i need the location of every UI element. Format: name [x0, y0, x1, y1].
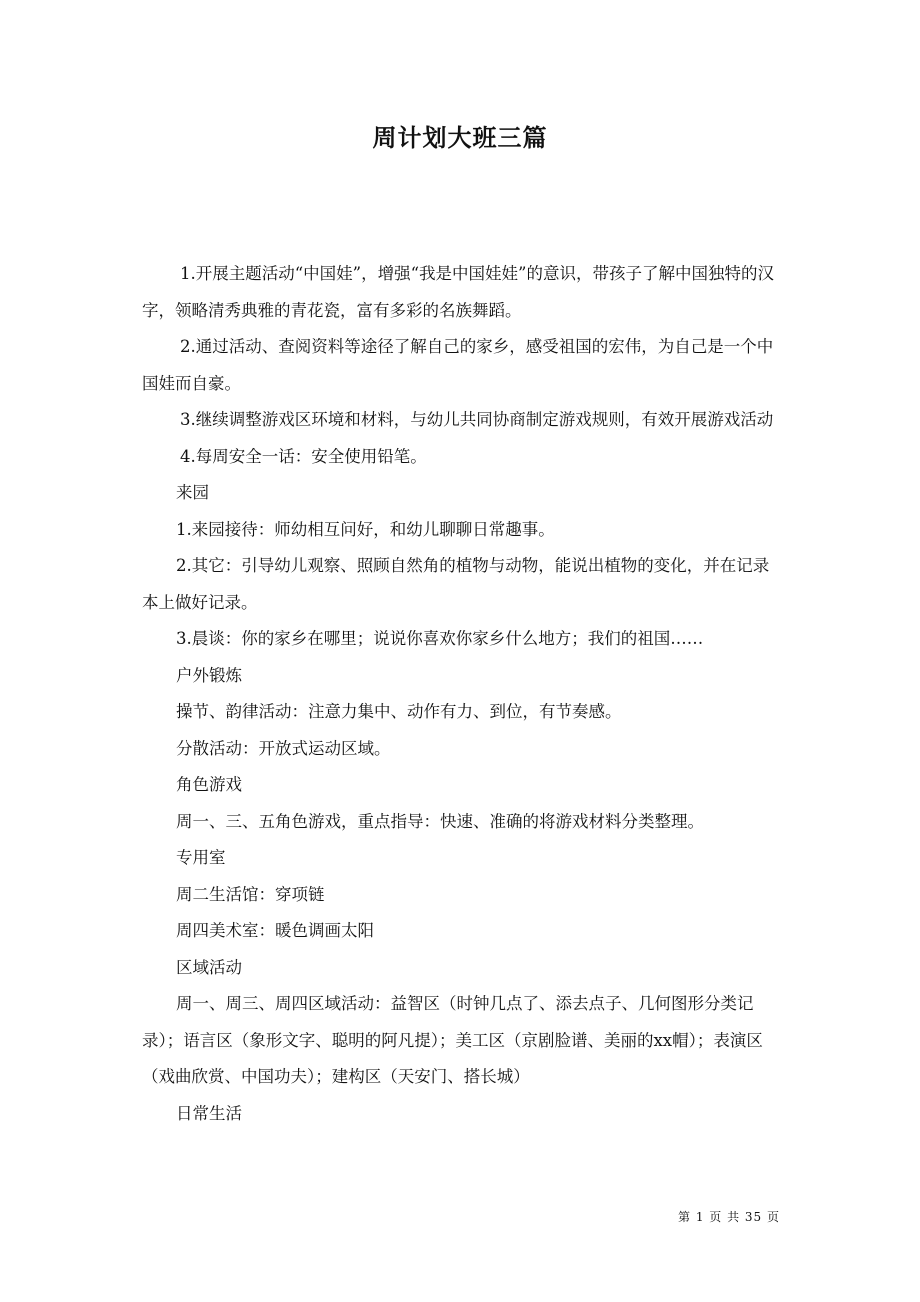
paragraph-arrival-3: 3.晨谈：你的家乡在哪里；说说你喜欢你家乡什么地方；我们的祖国…… — [176, 629, 704, 648]
paragraph-outdoor-2: 分散活动：开放式运动区域。 — [176, 738, 391, 758]
paragraph-goal-3: 3.继续调整游戏区环境和材料，与幼儿共同协商制定游戏规则，有效开展游戏活动 — [180, 410, 774, 429]
section-heading-outdoor: 户外锻炼 — [176, 665, 242, 685]
document-title: 周计划大班三篇 — [372, 123, 548, 152]
paragraph-goal-1: 1.开展主题活动“中国娃”，增强“我是中国娃娃”的意识，带孩子了解中国独特的汉字，领略清秀典雅的青花瓷，富有多彩的名族舞蹈。 — [142, 264, 774, 320]
paragraph-role-play: 周一、三、五角色游戏，重点指导：快速、准确的将游戏材料分类整理。 — [176, 811, 704, 831]
paragraph-special-room-1: 周二生活馆：穿项链 — [176, 884, 325, 904]
page-number-footer: 第 1 页 共 35 页 — [678, 1210, 780, 1224]
paragraph-special-room-2: 周四美术室：暖色调画太阳 — [176, 921, 374, 940]
paragraph-arrival-2: 2.其它：引导幼儿观察、照顾自然角的植物与动物，能说出植物的变化，并在记录本上做好记录。 — [142, 556, 770, 612]
section-heading-area-activity: 区域活动 — [176, 957, 242, 977]
paragraph-arrival-1: 1.来园接待：师幼相互问好，和幼儿聊聊日常趣事。 — [176, 519, 555, 539]
document-body — [142, 256, 784, 1132]
paragraph-outdoor-1: 操节、韵律活动：注意力集中、动作有力、到位，有节奏感。 — [176, 702, 622, 721]
section-heading-special-room: 专用室 — [176, 848, 226, 867]
paragraph-goal-2: 2.通过活动、查阅资料等途径了解自己的家乡，感受祖国的宏伟，为自己是一个中国娃而自豪。 — [142, 337, 774, 393]
paragraph-goal-4: 4.每周安全一话：安全使用铅笔。 — [180, 446, 427, 466]
section-heading-daily-life: 日常生活 — [176, 1103, 242, 1123]
paragraph-area-activity: 周一、周三、周四区域活动：益智区（时钟几点了、添去点子、几何图形分类记录）；语言区（象形文字、聪明的阿凡提）；美工区（京剧脸谱、美丽的xx帽）；表演区（戏曲欣赏、中国功夫）；建构区（天安门、搭长城） — [142, 994, 763, 1086]
section-heading-arrival: 来园 — [176, 483, 209, 502]
section-heading-role-play: 角色游戏 — [176, 775, 242, 794]
